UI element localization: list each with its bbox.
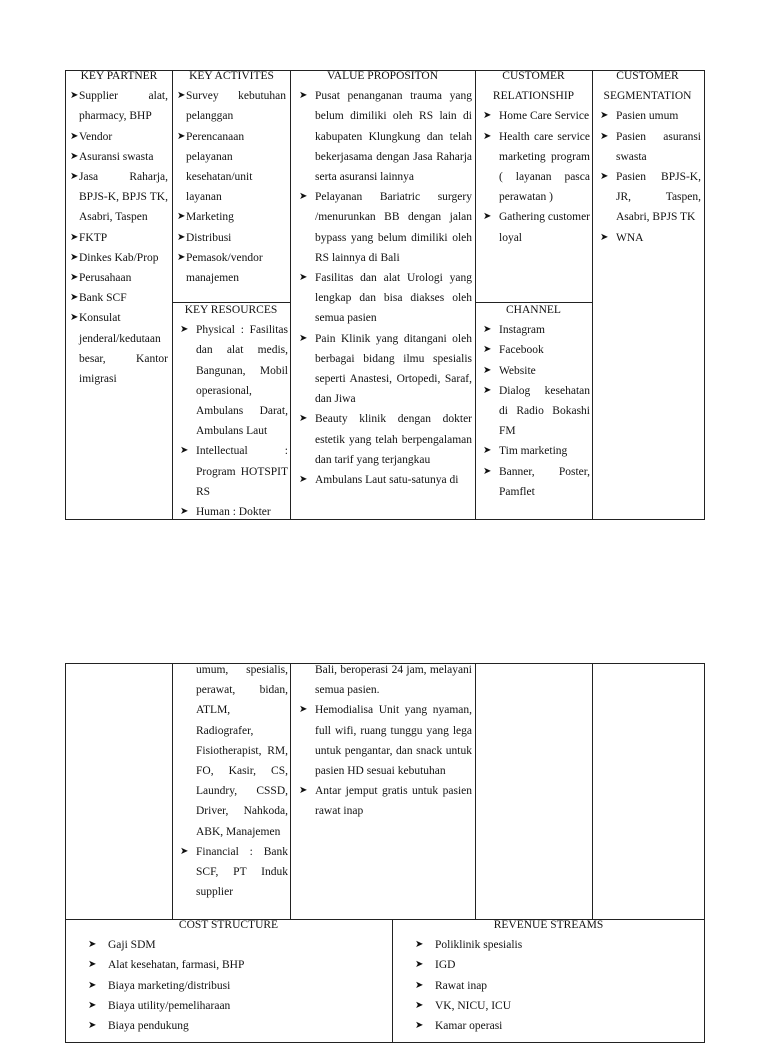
cost-structure-title: COST STRUCTURE [178,919,279,931]
revenue-streams-cell [393,915,704,1033]
customer-segmentation-title-line2: SEGMENTATION [603,90,692,103]
list-item: ➤ Gaji SDM [78,935,391,955]
channel-title: CHANNEL [506,304,561,316]
list-item: ➤ FKTP [70,228,168,248]
list-item: ➤ VK, NICU, ICU [405,996,704,1016]
key-resources-continued-text: umum, spesialis, perawat, bidan, ATLM, Radiografer, Fisiotherapist, RM, FO, Kasir, CS, Laundry, CSSD, Driver, Nahkoda, ABK, Manajemen [196,664,288,838]
list-item: ➤ Pasien BPJS-K, JR, Taspen, Asabri, BPJS TK [594,167,701,228]
key-activities-list [177,86,286,288]
customer-segmentation-list [594,106,701,247]
list-item: ➤ Perusahaan [70,268,168,288]
revenue-streams-title: REVENUE STREAMS [493,919,604,931]
value-proposition-continued-cell [293,660,472,918]
list-item: ➤ Pelayanan Bariatric surgery /menurunkan BB dengan jalan bypass yang belum dimiliki oleh RS lainnya di Bali [293,187,472,268]
list-item: ➤ Survey kebutuhan pelanggan [177,86,286,126]
list-item: ➤ Biaya pendukung [78,1016,391,1036]
value-proposition-title: VALUE PROPOSITON [326,70,439,82]
key-resources-cell [174,300,288,519]
column-divider [475,663,476,919]
list-item: ➤ Bank SCF [70,288,168,308]
customer-relationship-list [477,106,590,247]
list-item: ➤ Human : Dokter [174,502,288,522]
key-partner-list [70,86,168,389]
key-resources-list [174,320,288,522]
list-item: ➤ Vendor [70,127,168,147]
list-item: ➤ Biaya utility/pemeliharaan [78,996,391,1016]
channel-list [477,320,590,502]
list-item: ➤ Asuransi swasta [70,147,168,167]
list-item: ➤ Konsulat jenderal/kedutaan besar, Kantor imigrasi [70,308,168,389]
value-proposition-continued-text: Bali, beroperasi 24 jam, melayani semua pasien. [315,664,472,697]
list-item: ➤ Biaya marketing/distribusi [78,976,391,996]
customer-relationship-title-line1: CUSTOMER [502,70,565,82]
list-item: ➤ Beauty klinik dengan dokter estetik yang telah berpengalaman dan tarif yang terjangkau [293,409,472,470]
key-resources-continued-cell [174,660,288,918]
list-item: ➤ Poliklinik spesialis [405,935,704,955]
column-divider [592,70,593,520]
cost-structure-list [66,935,391,1036]
list-item: ➤ Physical : Fasilitas dan alat medis, Bangunan, Mobil operasional, Ambulans Darat, Ambulans Laut [174,320,288,441]
column-divider [475,70,476,520]
key-partner-title: KEY PARTNER [80,70,158,82]
list-item: ➤ Fasilitas dan alat Urologi yang lengkap dan bisa diakses oleh semua pasien [293,268,472,329]
list-item: ➤ Pusat penanganan trauma yang belum dimiliki oleh RS lain di kabupaten Klungkung dan telah bekerjasama dengan Jasa Raharja serta asuransi lainnya [293,86,472,187]
list-item: ➤ Alat kesehatan, farmasi, BHP [78,955,391,975]
list-item: ➤ Rawat inap [405,976,704,996]
value-proposition-list [293,86,472,490]
key-resources-continued-list [174,842,288,903]
value-proposition-continued-list [293,700,472,821]
list-item: ➤ IGD [405,955,704,975]
list-item: ➤ Hemodialisa Unit yang nyaman, full wifi, ruang tunggu yang lega untuk pengantar, dan snack untuk pasien HD sesuai kebutuhan [293,700,472,781]
list-item: ➤ Pain Klinik yang ditangani oleh berbagai bidang ilmu spesialis seperti Anastesi, Ortopedi, Saraf, dan Jiwa [293,329,472,410]
column-divider [290,70,291,520]
list-item: ➤ Pemasok/vendor manajemen [177,248,286,288]
value-proposition-cell [293,66,472,518]
list-item: ➤ Ambulans Laut satu-satunya di [293,470,472,490]
customer-relationship-cell [477,66,590,300]
list-item: ➤ Facebook [477,340,590,360]
customer-segmentation-title-line1: CUSTOMER [616,70,679,82]
revenue-streams-list [393,935,704,1036]
column-divider [290,663,291,919]
key-resources-title: KEY RESOURCES [184,304,278,316]
list-item: ➤ Jasa Raharja, BPJS-K, BPJS TK, Asabri, Taspen [70,167,168,228]
cost-structure-cell [66,915,391,1033]
list-item: ➤ Instagram [477,320,590,340]
list-item: ➤ Dinkes Kab/Prop [70,248,168,268]
column-divider [592,663,593,919]
list-item: ➤ Tim marketing [477,441,590,461]
list-item: ➤ Perencanaan pelayanan kesehatan/unit layanan [177,127,286,208]
list-item: ➤ Marketing [177,207,286,227]
key-partner-cell [70,66,168,518]
list-item: ➤ Financial : Bank SCF, PT Induk supplier [174,842,288,903]
list-item: ➤ Supplier alat, pharmacy, BHP [70,86,168,126]
key-activities-cell [177,66,286,300]
customer-relationship-title-line2: RELATIONSHIP [492,90,575,103]
key-activities-title: KEY ACTIVITES [189,70,274,82]
list-item: ➤ Health care service marketing program ( layanan pasca perawatan ) [477,127,590,208]
customer-segmentation-cell [594,66,701,518]
list-item: ➤ Dialog kesehatan di Radio Bokashi FM [477,381,590,442]
list-item: ➤ WNA [594,228,701,248]
list-item: ➤ Distribusi [177,228,286,248]
column-divider [172,663,173,919]
list-item: ➤ Banner, Poster, Pamflet [477,462,590,502]
list-item: ➤ Kamar operasi [405,1016,704,1036]
list-item: ➤ Antar jemput gratis untuk pasien rawat inap [293,781,472,821]
channel-cell [477,300,590,519]
list-item: ➤ Website [477,361,590,381]
list-item: ➤ Gathering customer loyal [477,207,590,247]
column-divider [172,70,173,520]
list-item: ➤ Intellectual : Program HOTSPIT RS [174,441,288,502]
list-item: ➤ Pasien asuransi swasta [594,127,701,167]
list-item: ➤ Home Care Service [477,106,590,126]
list-item: ➤ Pasien umum [594,106,701,126]
